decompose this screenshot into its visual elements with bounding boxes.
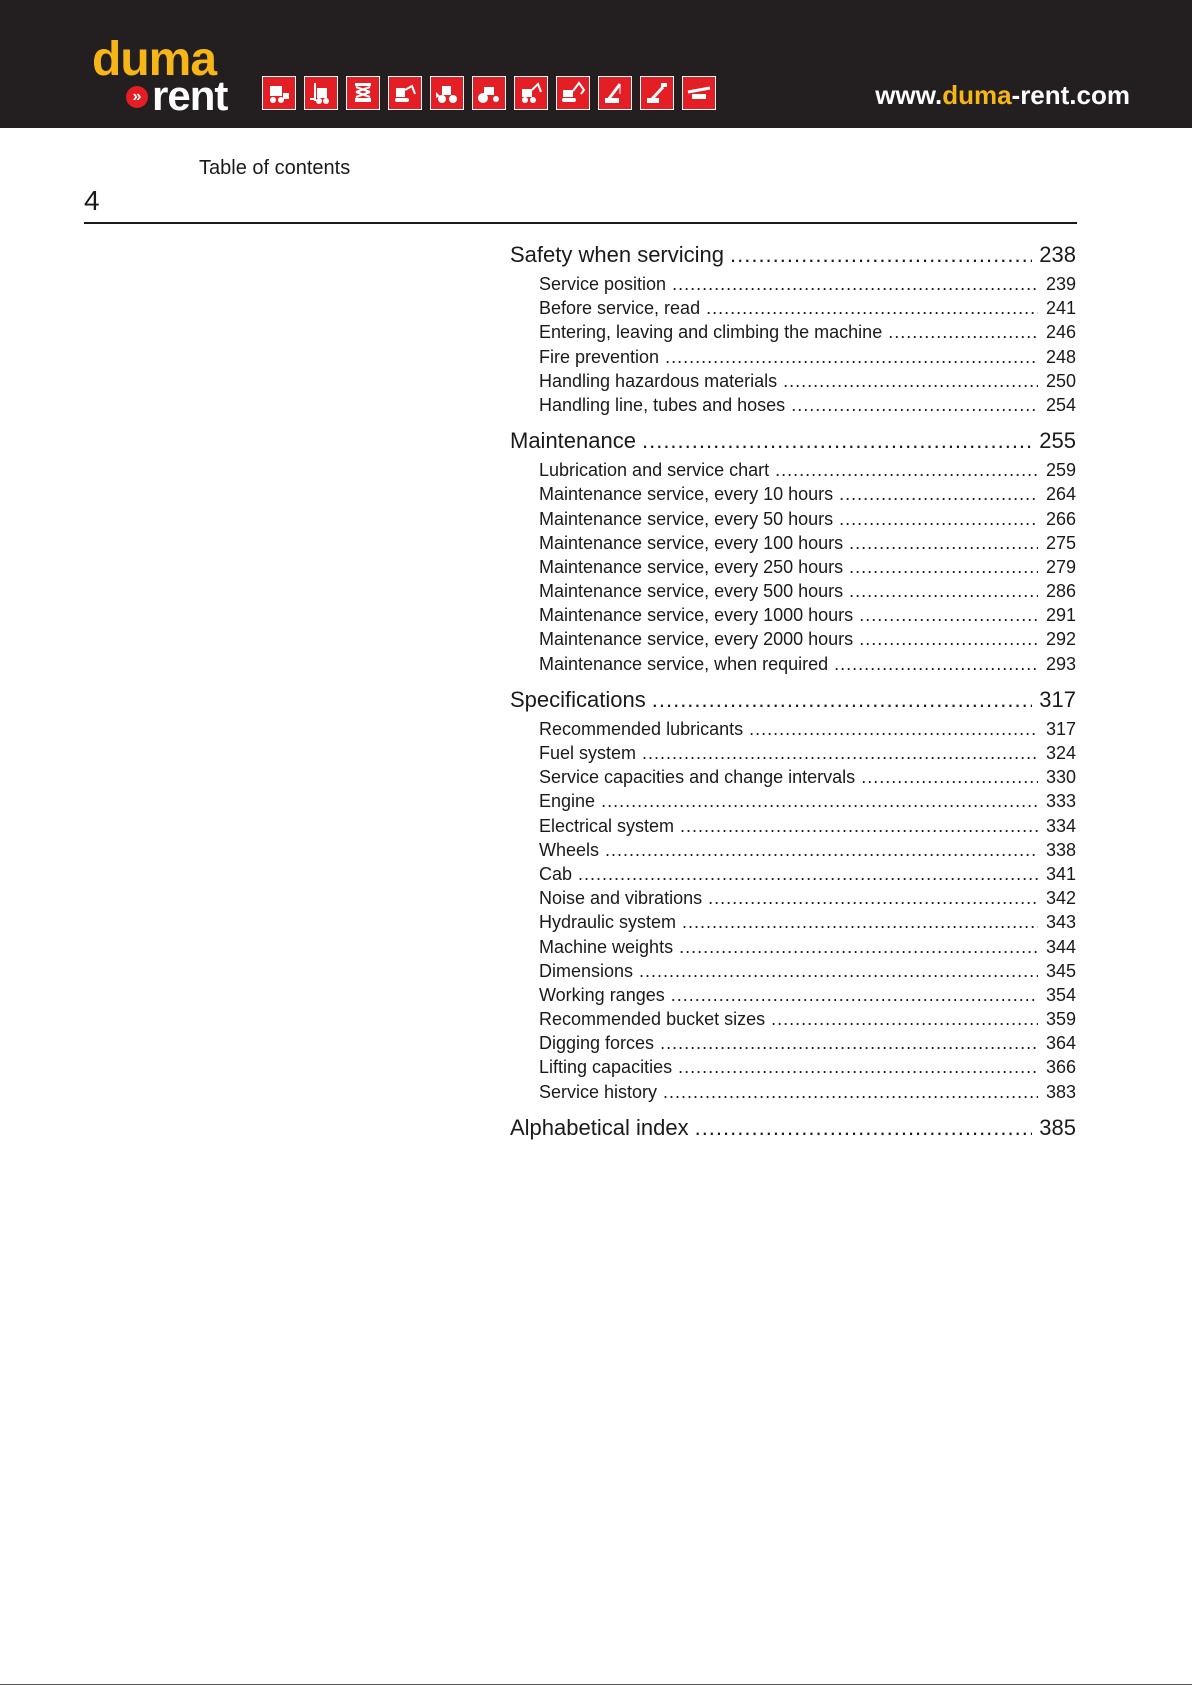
dot-leader: [849, 579, 1038, 603]
dot-leader: [839, 507, 1038, 531]
dot-leader: [671, 983, 1038, 1007]
toc-entry-label: Electrical system: [539, 815, 675, 836]
toc-entry[interactable]: [510, 1007, 1076, 1031]
dot-leader: [775, 458, 1038, 482]
toc-heading-title: Maintenance: [510, 428, 636, 454]
toc-entry-label: Maintenance service, every 500 hours: [539, 581, 844, 602]
website-prefix: www.: [875, 80, 943, 110]
toc-heading-page: 385: [1039, 1114, 1076, 1140]
scissor-lift-icon: [346, 76, 380, 110]
toc-entry-label: Entering, leaving and climbing the machine: [539, 322, 883, 343]
aerial-platform-icon: [682, 76, 716, 110]
toc-entry-label: Service history: [539, 1081, 658, 1102]
toc-group-index: [510, 1111, 1076, 1145]
toc-entry[interactable]: [510, 579, 1076, 603]
toc-entry[interactable]: [510, 789, 1076, 813]
toc-entry[interactable]: [510, 627, 1076, 651]
toc-entry-page: 292: [1045, 629, 1076, 650]
toc-entry-page: 343: [1045, 912, 1076, 933]
toc-entry[interactable]: [510, 886, 1076, 910]
toc-entry-page: 333: [1045, 791, 1076, 812]
dot-leader: [849, 555, 1038, 579]
website-brand: duma: [942, 80, 1012, 110]
wheel-loader-icon: [430, 76, 464, 110]
toc-entry-label: Hydraulic system: [539, 912, 677, 933]
excavator-icon: [556, 76, 590, 110]
toc-entry[interactable]: [510, 983, 1076, 1007]
toc-entry-label: Digging forces: [539, 1033, 655, 1054]
toc-entry-page: 250: [1045, 370, 1076, 391]
dot-leader: [849, 531, 1038, 555]
logo-text-duma: duma: [92, 33, 217, 86]
dot-leader: [679, 935, 1038, 959]
toc-group-maintenance: [510, 424, 1076, 676]
toc-entry-label: Maintenance service, every 50 hours: [539, 508, 834, 529]
toc-entry-label: Machine weights: [539, 936, 674, 957]
toc-entry-label: Maintenance service, every 1000 hours: [539, 605, 854, 626]
toc-entry-page: 342: [1045, 888, 1076, 909]
toc-entry-page: 383: [1045, 1081, 1076, 1102]
toc-entry[interactable]: [510, 603, 1076, 627]
toc-entry[interactable]: [510, 910, 1076, 934]
toc-entry-page: 266: [1045, 508, 1076, 529]
wheeled-excavator-icon: [514, 76, 548, 110]
toc-entry[interactable]: [510, 393, 1076, 417]
dot-leader: [672, 272, 1038, 296]
toc-heading[interactable]: [510, 424, 1076, 458]
crane-icon: [598, 76, 632, 110]
toc-heading[interactable]: [510, 238, 1076, 272]
toc-entry-page: 259: [1045, 460, 1076, 481]
toc-entry[interactable]: [510, 369, 1076, 393]
toc-entry-page: 354: [1045, 984, 1076, 1005]
toc-heading-page: 238: [1039, 242, 1076, 267]
website-suffix: -rent.com: [1011, 80, 1130, 110]
toc-entry[interactable]: [510, 345, 1076, 369]
toc-group-safety: [510, 238, 1076, 417]
dot-leader: [680, 814, 1038, 838]
toc-entry-label: Service capacities and change intervals: [539, 767, 856, 788]
dot-leader: [834, 652, 1038, 676]
toc-entry-label: Wheels: [539, 839, 600, 860]
toc-entry-label: Service position: [539, 274, 667, 294]
toc-entry[interactable]: [510, 482, 1076, 506]
toc-entry[interactable]: [510, 838, 1076, 862]
toc-entry-label: Working ranges: [539, 984, 665, 1005]
toc-entry[interactable]: [510, 935, 1076, 959]
toc-entry-page: 279: [1045, 556, 1076, 577]
dot-leader: [660, 1031, 1038, 1055]
toc-entry-page: 291: [1045, 605, 1076, 626]
toc-entry-page: 264: [1045, 484, 1076, 505]
toc-entry-page: 330: [1045, 767, 1076, 788]
toc-heading[interactable]: [510, 683, 1076, 717]
toc-entry[interactable]: [510, 765, 1076, 789]
toc-entry-label: Fuel system: [539, 743, 637, 763]
toc-entry-page: 241: [1045, 298, 1076, 319]
toc-entry[interactable]: [510, 296, 1076, 320]
skid-steer-loader-icon: [262, 76, 296, 110]
dot-leader: [601, 789, 1038, 813]
toc-entry-label: Maintenance service, when required: [539, 653, 829, 674]
toc-heading-title: Alphabetical index: [510, 1114, 689, 1140]
toc-entry-page: 293: [1045, 653, 1076, 674]
dot-leader: [708, 886, 1038, 910]
header-divider: [84, 222, 1077, 224]
toc-entry-page: 364: [1045, 1033, 1076, 1054]
toc-group-specifications: [510, 683, 1076, 1104]
toc-heading-title: Safety when servicing: [510, 242, 724, 267]
toc-entry[interactable]: [510, 555, 1076, 579]
toc-entry-label: Handling hazardous materials: [539, 370, 778, 391]
section-title: Table of contents: [199, 157, 351, 179]
dot-leader: [859, 603, 1038, 627]
toc-entry-label: Engine: [539, 791, 596, 812]
toc-entry[interactable]: [510, 1055, 1076, 1079]
forklift-icon: [304, 76, 338, 110]
compactor-icon: [472, 76, 506, 110]
dot-leader: [695, 1111, 1032, 1145]
dot-leader: [678, 1055, 1038, 1079]
toc-entry-page: 345: [1045, 960, 1076, 981]
dot-leader: [682, 910, 1038, 934]
mini-excavator-icon: [388, 76, 422, 110]
dot-leader: [791, 393, 1038, 417]
toc-entry[interactable]: [510, 458, 1076, 482]
toc-entry-label: Lubrication and service chart: [539, 460, 770, 481]
toc-entry[interactable]: [510, 1080, 1076, 1104]
toc-entry-label: Fire prevention: [539, 346, 660, 367]
toc-entry[interactable]: [510, 862, 1076, 886]
toc-entry-page: 344: [1045, 936, 1076, 957]
dot-leader: [663, 1080, 1038, 1104]
toc-entry[interactable]: [510, 531, 1076, 555]
dot-leader: [578, 862, 1038, 886]
dot-leader: [706, 296, 1038, 320]
dot-leader: [749, 717, 1038, 741]
toc-entry-page: 359: [1045, 1009, 1076, 1030]
machine-icon-strip: [262, 76, 724, 110]
toc-entry-page: 239: [1045, 274, 1076, 294]
page-header: [0, 0, 1192, 128]
boom-lift-icon: [640, 76, 674, 110]
toc-entry-label: Dimensions: [539, 960, 634, 981]
dot-leader: [642, 424, 1032, 458]
toc-entry-label: Cab: [539, 863, 573, 884]
toc-entry-label: Maintenance service, every 250 hours: [539, 556, 844, 577]
toc-entry-page: 338: [1045, 839, 1076, 860]
dot-leader: [652, 683, 1032, 717]
dot-leader: [642, 741, 1038, 765]
toc-entry-page: 317: [1045, 718, 1076, 739]
logo-text-rent: rent: [152, 72, 228, 119]
toc-entry[interactable]: [510, 1031, 1076, 1055]
toc-entry-page: 254: [1045, 394, 1076, 415]
toc-entry-label: Noise and vibrations: [539, 888, 703, 909]
toc-entry-label: Before service, read: [539, 298, 701, 319]
toc-entry-page: 275: [1045, 532, 1076, 553]
toc-entry[interactable]: [510, 814, 1076, 838]
toc-entry-page: 286: [1045, 581, 1076, 602]
dot-leader: [783, 369, 1038, 393]
toc-heading[interactable]: [510, 1111, 1076, 1145]
dot-leader: [861, 765, 1038, 789]
toc-entry[interactable]: [510, 741, 1076, 765]
toc-entry-label: Maintenance service, every 2000 hours: [539, 629, 854, 650]
toc-entry-page: 341: [1045, 863, 1076, 884]
dot-leader: [771, 1007, 1038, 1031]
toc-entry-page: 248: [1045, 346, 1076, 367]
toc-entry-label: Maintenance service, every 100 hours: [539, 532, 844, 553]
toc-entry[interactable]: [510, 507, 1076, 531]
toc-entry[interactable]: [510, 959, 1076, 983]
toc-entry-label: Maintenance service, every 10 hours: [539, 484, 834, 505]
dot-leader: [888, 320, 1038, 344]
toc-heading-page: 317: [1039, 686, 1076, 712]
toc-entry[interactable]: [510, 652, 1076, 676]
toc-entry[interactable]: [510, 320, 1076, 344]
toc-heading-title: Specifications: [510, 686, 646, 712]
logo-arrows-icon: »: [126, 86, 148, 108]
dot-leader: [639, 959, 1038, 983]
toc-entry-page: 324: [1045, 743, 1076, 763]
dot-leader: [839, 482, 1038, 506]
toc-entry-page: 366: [1045, 1057, 1076, 1078]
dot-leader: [605, 838, 1038, 862]
dot-leader: [730, 238, 1032, 272]
toc-heading-page: 255: [1039, 428, 1076, 454]
toc-entry-page: 334: [1045, 815, 1076, 836]
dot-leader: [859, 627, 1038, 651]
toc-entry[interactable]: [510, 717, 1076, 741]
duma-rent-logo: [92, 33, 242, 119]
toc-entry-label: Recommended lubricants: [539, 718, 744, 739]
toc-entry-page: 246: [1045, 322, 1076, 343]
page-number: 4: [84, 185, 100, 216]
website-url: [875, 80, 1130, 110]
toc-entry-label: Recommended bucket sizes: [539, 1009, 766, 1030]
toc-entry-label: Handling line, tubes and hoses: [539, 394, 786, 415]
table-of-contents: [510, 238, 1076, 1152]
toc-entry-label: Lifting capacities: [539, 1057, 673, 1078]
dot-leader: [665, 345, 1038, 369]
toc-entry[interactable]: [510, 272, 1076, 296]
